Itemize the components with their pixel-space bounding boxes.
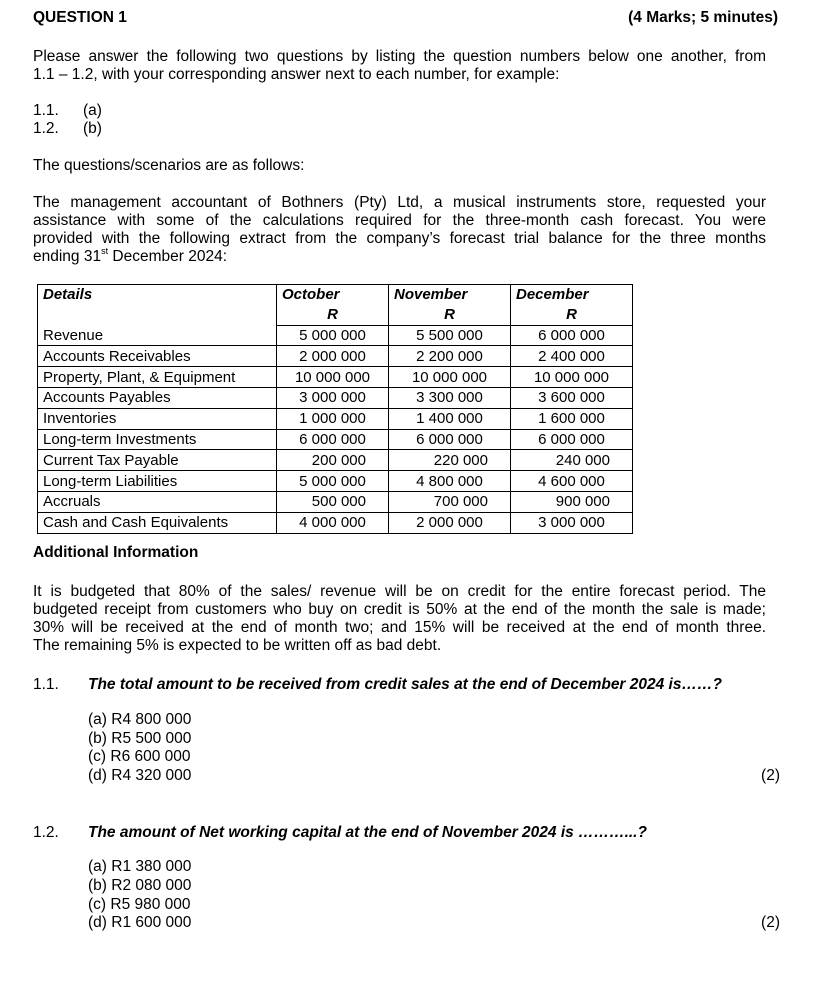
trial-balance-table — [37, 284, 633, 534]
scenario-line-4-pre: ending 31 — [33, 248, 102, 265]
question-1-2-text: The amount of Net working capital at the end of November 2024 is ………...? — [88, 824, 647, 841]
intro-line-1: Please answer the following two questions by listing the question numbers below one another, from — [33, 48, 766, 65]
row-label: Accruals — [38, 491, 277, 512]
unit-october: R — [277, 305, 389, 325]
scenario-line-1: The management accountant of Bothners (Pty) Ltd, a musical instruments store, requested your — [33, 194, 766, 211]
table-row — [38, 450, 633, 471]
cell-december: 240 000 — [511, 450, 633, 471]
table-row — [38, 429, 633, 450]
intro-paragraph — [33, 48, 766, 84]
row-label: Long-term Investments — [38, 429, 277, 450]
row-label: Long-term Liabilities — [38, 471, 277, 492]
cell-november: 220 000 — [389, 450, 511, 471]
example-ans-1: (a) — [83, 102, 102, 119]
question-marks: (4 Marks; 5 minutes) — [628, 9, 778, 26]
cell-december: 6 000 000 — [511, 325, 633, 346]
cell-november: 700 000 — [389, 491, 511, 512]
table-row — [38, 346, 633, 367]
cell-october: 4 000 000 — [277, 512, 389, 533]
cell-december: 4 600 000 — [511, 471, 633, 492]
header-december: December — [511, 285, 633, 305]
cell-november: 5 500 000 — [389, 325, 511, 346]
cell-october: 200 000 — [277, 450, 389, 471]
scenario-line-2: assistance with some of the calculations required for the three-month cash forecast. You were — [33, 212, 766, 229]
cell-november: 1 400 000 — [389, 408, 511, 429]
table-row — [38, 367, 633, 388]
cell-november: 3 300 000 — [389, 387, 511, 408]
row-label: Inventories — [38, 408, 277, 429]
question-1-2-marks: (2) — [761, 914, 780, 931]
cell-october: 10 000 000 — [277, 367, 389, 388]
table-row — [38, 512, 633, 533]
example-ans-2: (b) — [83, 120, 102, 137]
row-label: Property, Plant, & Equipment — [38, 367, 277, 388]
intro-line-2: 1.1 – 1.2, with your corresponding answer next to each number, for example: — [33, 66, 560, 83]
unit-blank — [38, 305, 277, 325]
question-1-1-option-d: (d) R4 320 000 — [88, 767, 192, 784]
question-1-2-option-a: (a) R1 380 000 — [88, 858, 192, 875]
question-1-1-marks: (2) — [761, 767, 780, 784]
cell-december: 3 600 000 — [511, 387, 633, 408]
example-num-2: 1.2. — [33, 120, 59, 137]
cell-october: 2 000 000 — [277, 346, 389, 367]
additional-line-2: budgeted receipt from customers who buy on credit is 50% at the end of the month the sale is made; — [33, 601, 766, 618]
table-row — [38, 408, 633, 429]
cell-november: 4 800 000 — [389, 471, 511, 492]
row-label: Cash and Cash Equivalents — [38, 512, 277, 533]
scenario-line-4-sup: st — [101, 245, 109, 256]
additional-info-paragraph — [33, 583, 766, 655]
additional-info-title: Additional Information — [33, 544, 199, 561]
row-label: Current Tax Payable — [38, 450, 277, 471]
cell-december: 3 000 000 — [511, 512, 633, 533]
scenario-paragraph — [33, 194, 766, 266]
additional-line-4: The remaining 5% is expected to be written off as bad debt. — [33, 637, 442, 654]
row-label: Accounts Receivables — [38, 346, 277, 367]
table-row — [38, 387, 633, 408]
row-label: Revenue — [38, 325, 277, 346]
question-title: QUESTION 1 — [33, 9, 127, 26]
cell-november: 2 200 000 — [389, 346, 511, 367]
table-header-row — [38, 285, 633, 305]
cell-december: 900 000 — [511, 491, 633, 512]
question-1-1-option-c: (c) R6 600 000 — [88, 748, 191, 765]
cell-december: 6 000 000 — [511, 429, 633, 450]
additional-line-1: It is budgeted that 80% of the sales/ revenue will be on credit for the entire forecast period. The — [33, 583, 766, 600]
cell-december: 2 400 000 — [511, 346, 633, 367]
scenario-intro: The questions/scenarios are as follows: — [33, 157, 305, 174]
header-november: November — [389, 285, 511, 305]
table-row — [38, 325, 633, 346]
cell-october: 5 000 000 — [277, 325, 389, 346]
unit-november: R — [389, 305, 511, 325]
question-1-1-option-a: (a) R4 800 000 — [88, 711, 192, 728]
cell-december: 10 000 000 — [511, 367, 633, 388]
cell-december: 1 600 000 — [511, 408, 633, 429]
cell-october: 500 000 — [277, 491, 389, 512]
header-details: Details — [38, 285, 277, 305]
additional-line-3: 30% will be received at the end of month two; and 15% will be received at the end of month three. — [33, 619, 766, 636]
question-1-2-option-d: (d) R1 600 000 — [88, 914, 192, 931]
cell-october: 6 000 000 — [277, 429, 389, 450]
cell-november: 2 000 000 — [389, 512, 511, 533]
scenario-line-4-post: December 2024: — [108, 248, 228, 265]
table-row — [38, 471, 633, 492]
cell-october: 1 000 000 — [277, 408, 389, 429]
cell-november: 10 000 000 — [389, 367, 511, 388]
question-1-1-option-b: (b) R5 500 000 — [88, 730, 192, 747]
row-label: Accounts Payables — [38, 387, 277, 408]
unit-december: R — [511, 305, 633, 325]
header-october: October — [277, 285, 389, 305]
cell-october: 5 000 000 — [277, 471, 389, 492]
question-1-2-option-c: (c) R5 980 000 — [88, 896, 191, 913]
question-1-1-text: The total amount to be received from credit sales at the end of December 2024 is……? — [88, 676, 722, 693]
table-row — [38, 491, 633, 512]
scenario-line-4 — [33, 245, 766, 266]
example-num-1: 1.1. — [33, 102, 59, 119]
question-1-1-number: 1.1. — [33, 676, 59, 693]
cell-october: 3 000 000 — [277, 387, 389, 408]
question-1-2-option-b: (b) R2 080 000 — [88, 877, 192, 894]
cell-november: 6 000 000 — [389, 429, 511, 450]
scenario-line-3: provided with the following extract from the company’s forecast trial balance for the three months — [33, 230, 766, 247]
table-unit-row — [38, 305, 633, 325]
question-1-2-number: 1.2. — [33, 824, 59, 841]
